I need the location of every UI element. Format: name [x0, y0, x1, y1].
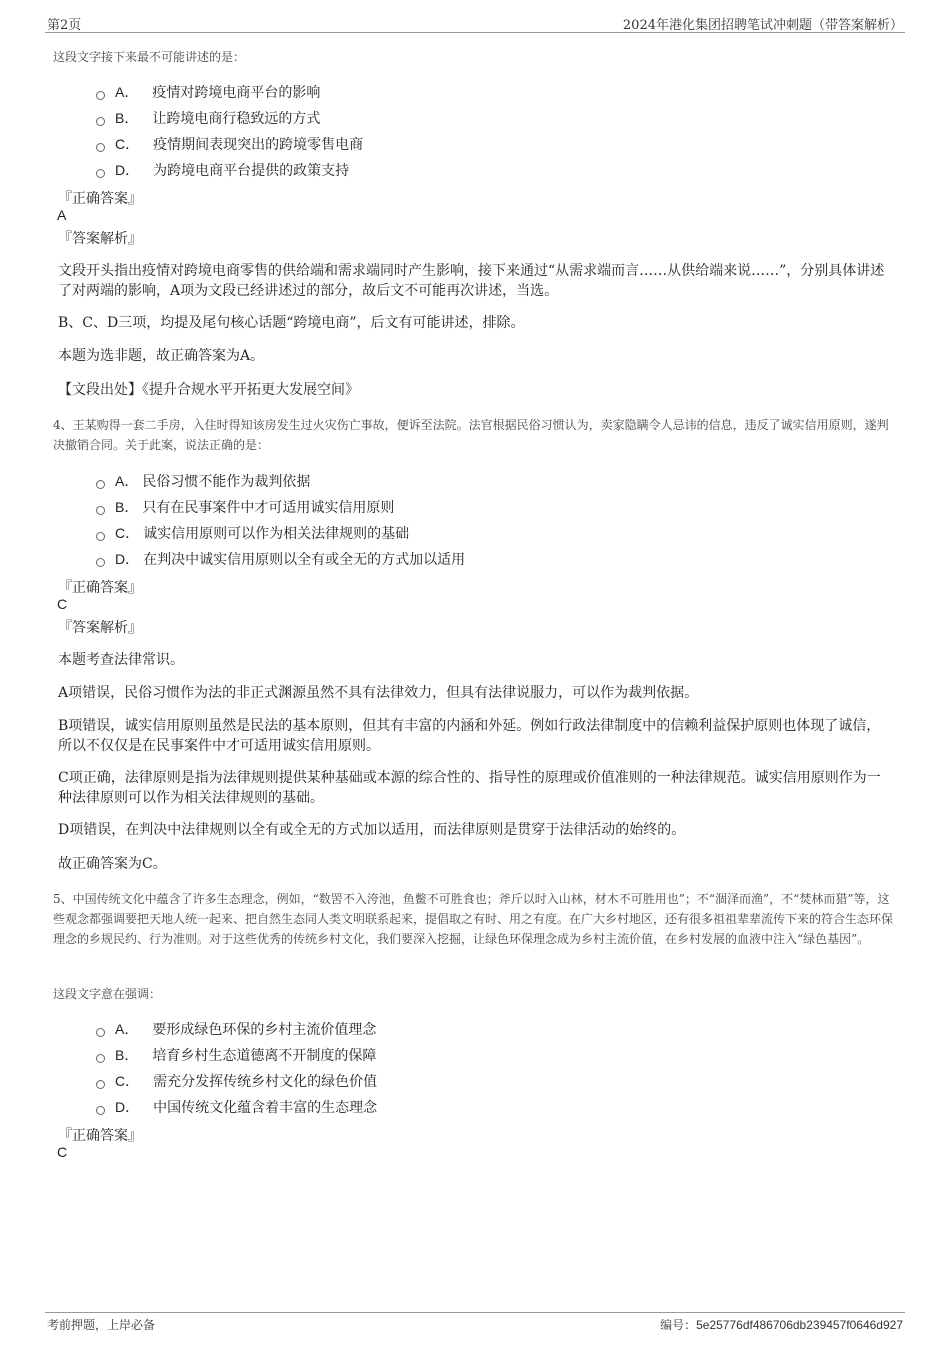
radio-icon[interactable] — [96, 1054, 105, 1063]
q4-analysis-6: 故正确答案为C。 — [58, 856, 167, 872]
footer-slogan: 考前押题，上岸必备 — [47, 1318, 156, 1332]
radio-icon[interactable] — [96, 143, 105, 152]
q5-answer-label: 『正确答案』 — [58, 1128, 142, 1144]
q3-answer-label: 『正确答案』 — [58, 191, 142, 207]
q4-analysis-5: D项错误，在判决中法律规则以全有或全无的方式加以适用，而法律原则是贯穿于法律活动的始终的。 — [58, 822, 686, 838]
q4-analysis-4: C项正确，法律原则是指为法律规则提供某种基础或本源的综合性的、指导性的原理或价值准则的一种法律规范。诚实信用原则作为一种法律原则可以作为相关法律规则的基础。 — [58, 770, 881, 806]
q5-option-a[interactable]: A． 要形成绿色环保的乡村主流价值理念 — [96, 1019, 376, 1039]
radio-icon[interactable] — [96, 558, 105, 567]
q3-option-d[interactable]: D． 为跨境电商平台提供的政策支持 — [96, 160, 349, 180]
q3-analysis-label: 『答案解析』 — [58, 231, 142, 247]
q4-option-c[interactable]: C． 诚实信用原则可以作为相关法律规则的基础 — [96, 523, 409, 543]
q3-analysis-3: 本题为选非题，故正确答案为A。 — [58, 348, 265, 364]
q4-answer-label: 『正确答案』 — [58, 580, 142, 596]
page-header — [45, 10, 905, 33]
radio-icon[interactable] — [96, 91, 105, 100]
q5-stem: 5、中国传统文化中蕴含了许多生态理念，例如，“数罟不入洿池，鱼鳖不可胜食也；斧斤以时入山林，材木不可胜用也”；不“涸泽而渔”，不“焚林而猎”等，这些观念都强调要把天地人统一起来、把自然生态同人类文明联系起来，提倡取之有时、用之有度。在广大乡村地区，还有很多祖祖辈辈流传下来的符合生态环保理念的乡规民约、行为准则。对于这些优秀的传统乡村文化，我们要深入挖掘，让绿色环保理念成为乡村主流价值，在乡村发展的血液中注入“绿色基因”。 — [53, 892, 894, 946]
q3-source: 【文段出处】《提升合规水平开拓更大发展空间》 — [58, 382, 359, 398]
radio-icon[interactable] — [96, 1080, 105, 1089]
q4-option-d[interactable]: D． 在判决中诚实信用原则以全有或全无的方式加以适用 — [96, 549, 465, 569]
q4-analysis-1: 本题考查法律常识。 — [58, 652, 184, 668]
radio-icon[interactable] — [96, 117, 105, 126]
radio-icon[interactable] — [96, 169, 105, 178]
code-label: 编号： — [660, 1318, 697, 1332]
q3-answer: A — [57, 207, 67, 223]
q3-analysis-1: 文段开头指出疫情对跨境电商零售的供给端和需求端同时产生影响，接下来通过“从需求端而言……从供给端来说……”，分别具体讲述了对两端的影响，A项为文段已经讲述过的部分，故后文不可能再次讲述，当选。 — [58, 263, 885, 299]
code-value: 5e25776df486706db239457f0646d927 — [696, 1318, 903, 1332]
q3-stem-tail: 这段文字接下来最不可能讲述的是： — [53, 50, 246, 64]
q3-analysis-2: B、C、D三项，均提及尾句核心话题“跨境电商”，后文有可能讲述，排除。 — [58, 315, 525, 331]
q3-option-a[interactable]: A． 疫情对跨境电商平台的影响 — [96, 82, 320, 102]
radio-icon[interactable] — [96, 532, 105, 541]
q5-question: 这段文字意在强调： — [53, 987, 162, 1001]
radio-icon[interactable] — [96, 480, 105, 489]
radio-icon[interactable] — [96, 1106, 105, 1115]
q4-analysis-2: A项错误，民俗习惯作为法的非正式渊源虽然不具有法律效力，但具有法律说服力，可以作为裁判依据。 — [58, 685, 699, 701]
document-code — [660, 1316, 903, 1333]
page-number: 第2页 — [47, 18, 82, 33]
q4-option-a[interactable]: A． 民俗习惯不能作为裁判依据 — [96, 471, 310, 491]
q5-option-d[interactable]: D． 中国传统文化蕴含着丰富的生态理念 — [96, 1097, 377, 1117]
q5-option-c[interactable]: C． 需充分发挥传统乡村文化的绿色价值 — [96, 1071, 377, 1091]
q3-option-b[interactable]: B． 让跨境电商行稳致远的方式 — [96, 108, 320, 128]
radio-icon[interactable] — [96, 1028, 105, 1037]
q4-analysis-3: B项错误，诚实信用原则虽然是民法的基本原则，但其有丰富的内涵和外延。例如行政法律制度中的信赖利益保护原则也体现了诚信，所以不仅仅是在民事案件中才可适用诚实信用原则。 — [58, 718, 881, 754]
radio-icon[interactable] — [96, 506, 105, 515]
q5-option-b[interactable]: B． 培育乡村生态道德离不开制度的保障 — [96, 1045, 376, 1065]
page-footer — [45, 1312, 905, 1332]
q4-option-b[interactable]: B． 只有在民事案件中才可适用诚实信用原则 — [96, 497, 394, 517]
q4-answer: C — [57, 596, 68, 612]
q3-option-c[interactable]: C． 疫情期间表现突出的跨境零售电商 — [96, 134, 363, 154]
q5-answer: C — [57, 1144, 68, 1160]
document-title: 2024年港化集团招聘笔试冲刺题（带答案解析） — [622, 18, 903, 33]
q4-analysis-label: 『答案解析』 — [58, 620, 142, 636]
q4-stem: 4、王某购得一套二手房，入住时得知该房发生过火灾伤亡事故，便诉至法院。法官根据民俗习惯认为，卖家隐瞒令人忌讳的信息，违反了诚实信用原则，遂判决撤销合同。关于此案，说法正确的是： — [53, 418, 889, 452]
